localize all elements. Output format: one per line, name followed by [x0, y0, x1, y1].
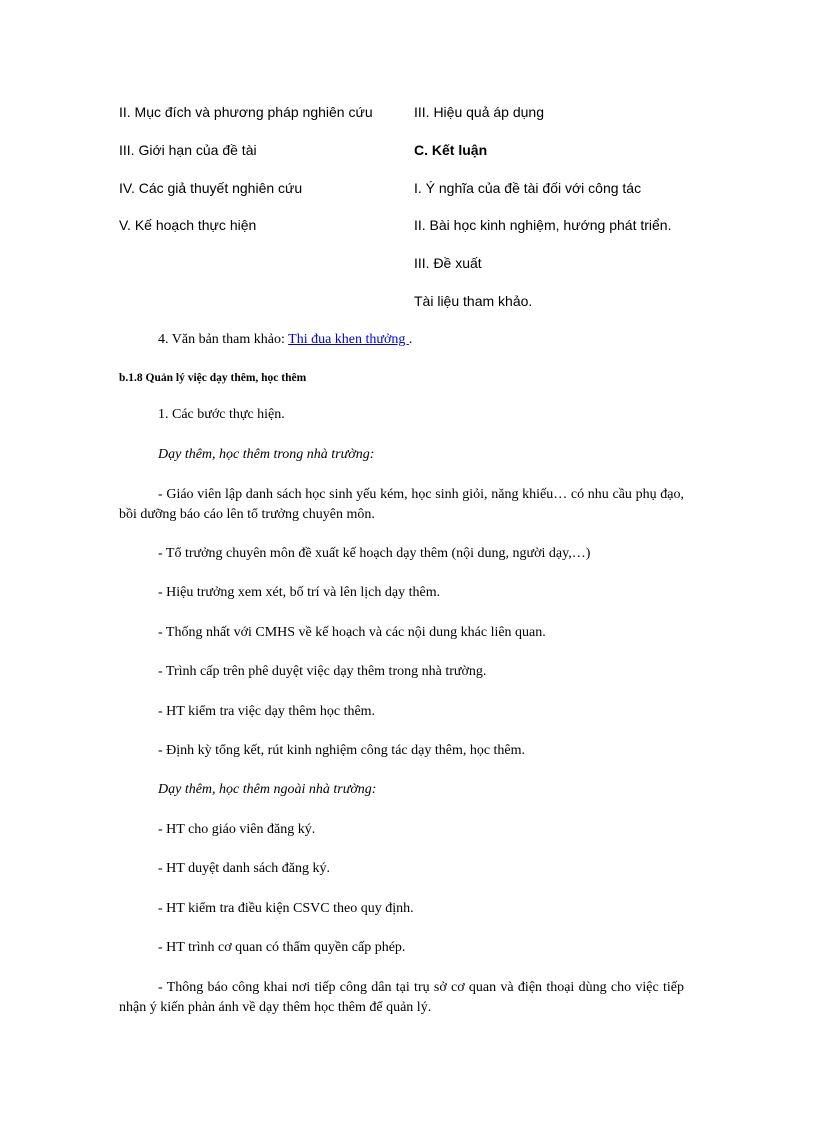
- list-item: - Tổ trưởng chuyên môn đề xuất kế hoạch dạy thêm (nội dung, người dạy,…): [158, 546, 591, 561]
- steps-title: 1. Các bước thực hiện.: [158, 407, 285, 422]
- list-item: - Hiệu trưởng xem xét, bố trí và lên lịch dạy thêm.: [158, 585, 441, 600]
- list-item: - HT duyệt danh sách đăng ký.: [158, 861, 330, 876]
- list-item: - Thống nhất với CMHS về kế hoạch và các nội dung khác liên quan.: [158, 625, 546, 640]
- outline-right-item: Tài liệu tham khảo.: [414, 293, 533, 309]
- outline-left-item: IV. Các giả thuyết nghiên cứu: [119, 180, 303, 196]
- outline-left-item: V. Kế hoạch thực hiện: [119, 217, 257, 233]
- reference-line: [158, 331, 412, 349]
- out-school-title: Dạy thêm, học thêm ngoài nhà trường:: [158, 782, 377, 797]
- section-heading: b.1.8 Quản lý việc dạy thêm, học thêm: [119, 372, 307, 384]
- list-item: - HT trình cơ quan có thẩm quyền cấp phép.: [158, 940, 406, 955]
- list-item: - Giáo viên lập danh sách học sinh yếu kém, học sinh giỏi, năng khiếu… có nhu cầu phụ đạo, bồi dưỡng báo cáo lên tổ trưởng chuyên môn.: [119, 487, 684, 522]
- list-item: - Thông báo công khai nơi tiếp công dân tại trụ sở cơ quan và điện thoại dùng cho việc tiếp nhận ý kiến phản ánh về dạy thêm học thêm để quản lý.: [119, 980, 684, 1015]
- list-item: - HT kiểm tra việc dạy thêm học thêm.: [158, 704, 376, 719]
- reference-link[interactable]: Thi đua khen thưởng: [288, 332, 409, 347]
- outline-right-item: III. Hiệu quả áp dụng: [414, 104, 544, 120]
- list-item: - Định kỳ tổng kết, rút kinh nghiệm công tác dạy thêm, học thêm.: [158, 743, 526, 758]
- reference-prefix: 4. Văn bản tham khảo:: [158, 332, 289, 347]
- list-item: - HT kiểm tra điều kiện CSVC theo quy định.: [158, 901, 414, 916]
- list-item: - Trình cấp trên phê duyệt việc dạy thêm trong nhà trường.: [158, 664, 487, 679]
- outline-left-item: II. Mục đích và phương pháp nghiên cứu: [119, 104, 373, 120]
- in-school-title: Dạy thêm, học thêm trong nhà trường:: [158, 447, 375, 462]
- reference-suffix: .: [408, 332, 413, 347]
- outline-conclusion-heading: C. Kết luận: [414, 142, 488, 158]
- outline-right-item: II. Bài học kinh nghiệm, hướng phát triển.: [414, 217, 672, 233]
- outline-left-item: III. Giới hạn của đề tài: [119, 142, 257, 158]
- outline-right-item: I. Ý nghĩa của đề tài đối với công tác: [414, 180, 642, 196]
- outline-right-item: III. Đề xuất: [414, 255, 482, 271]
- list-item: - HT cho giáo viên đăng ký.: [158, 822, 316, 837]
